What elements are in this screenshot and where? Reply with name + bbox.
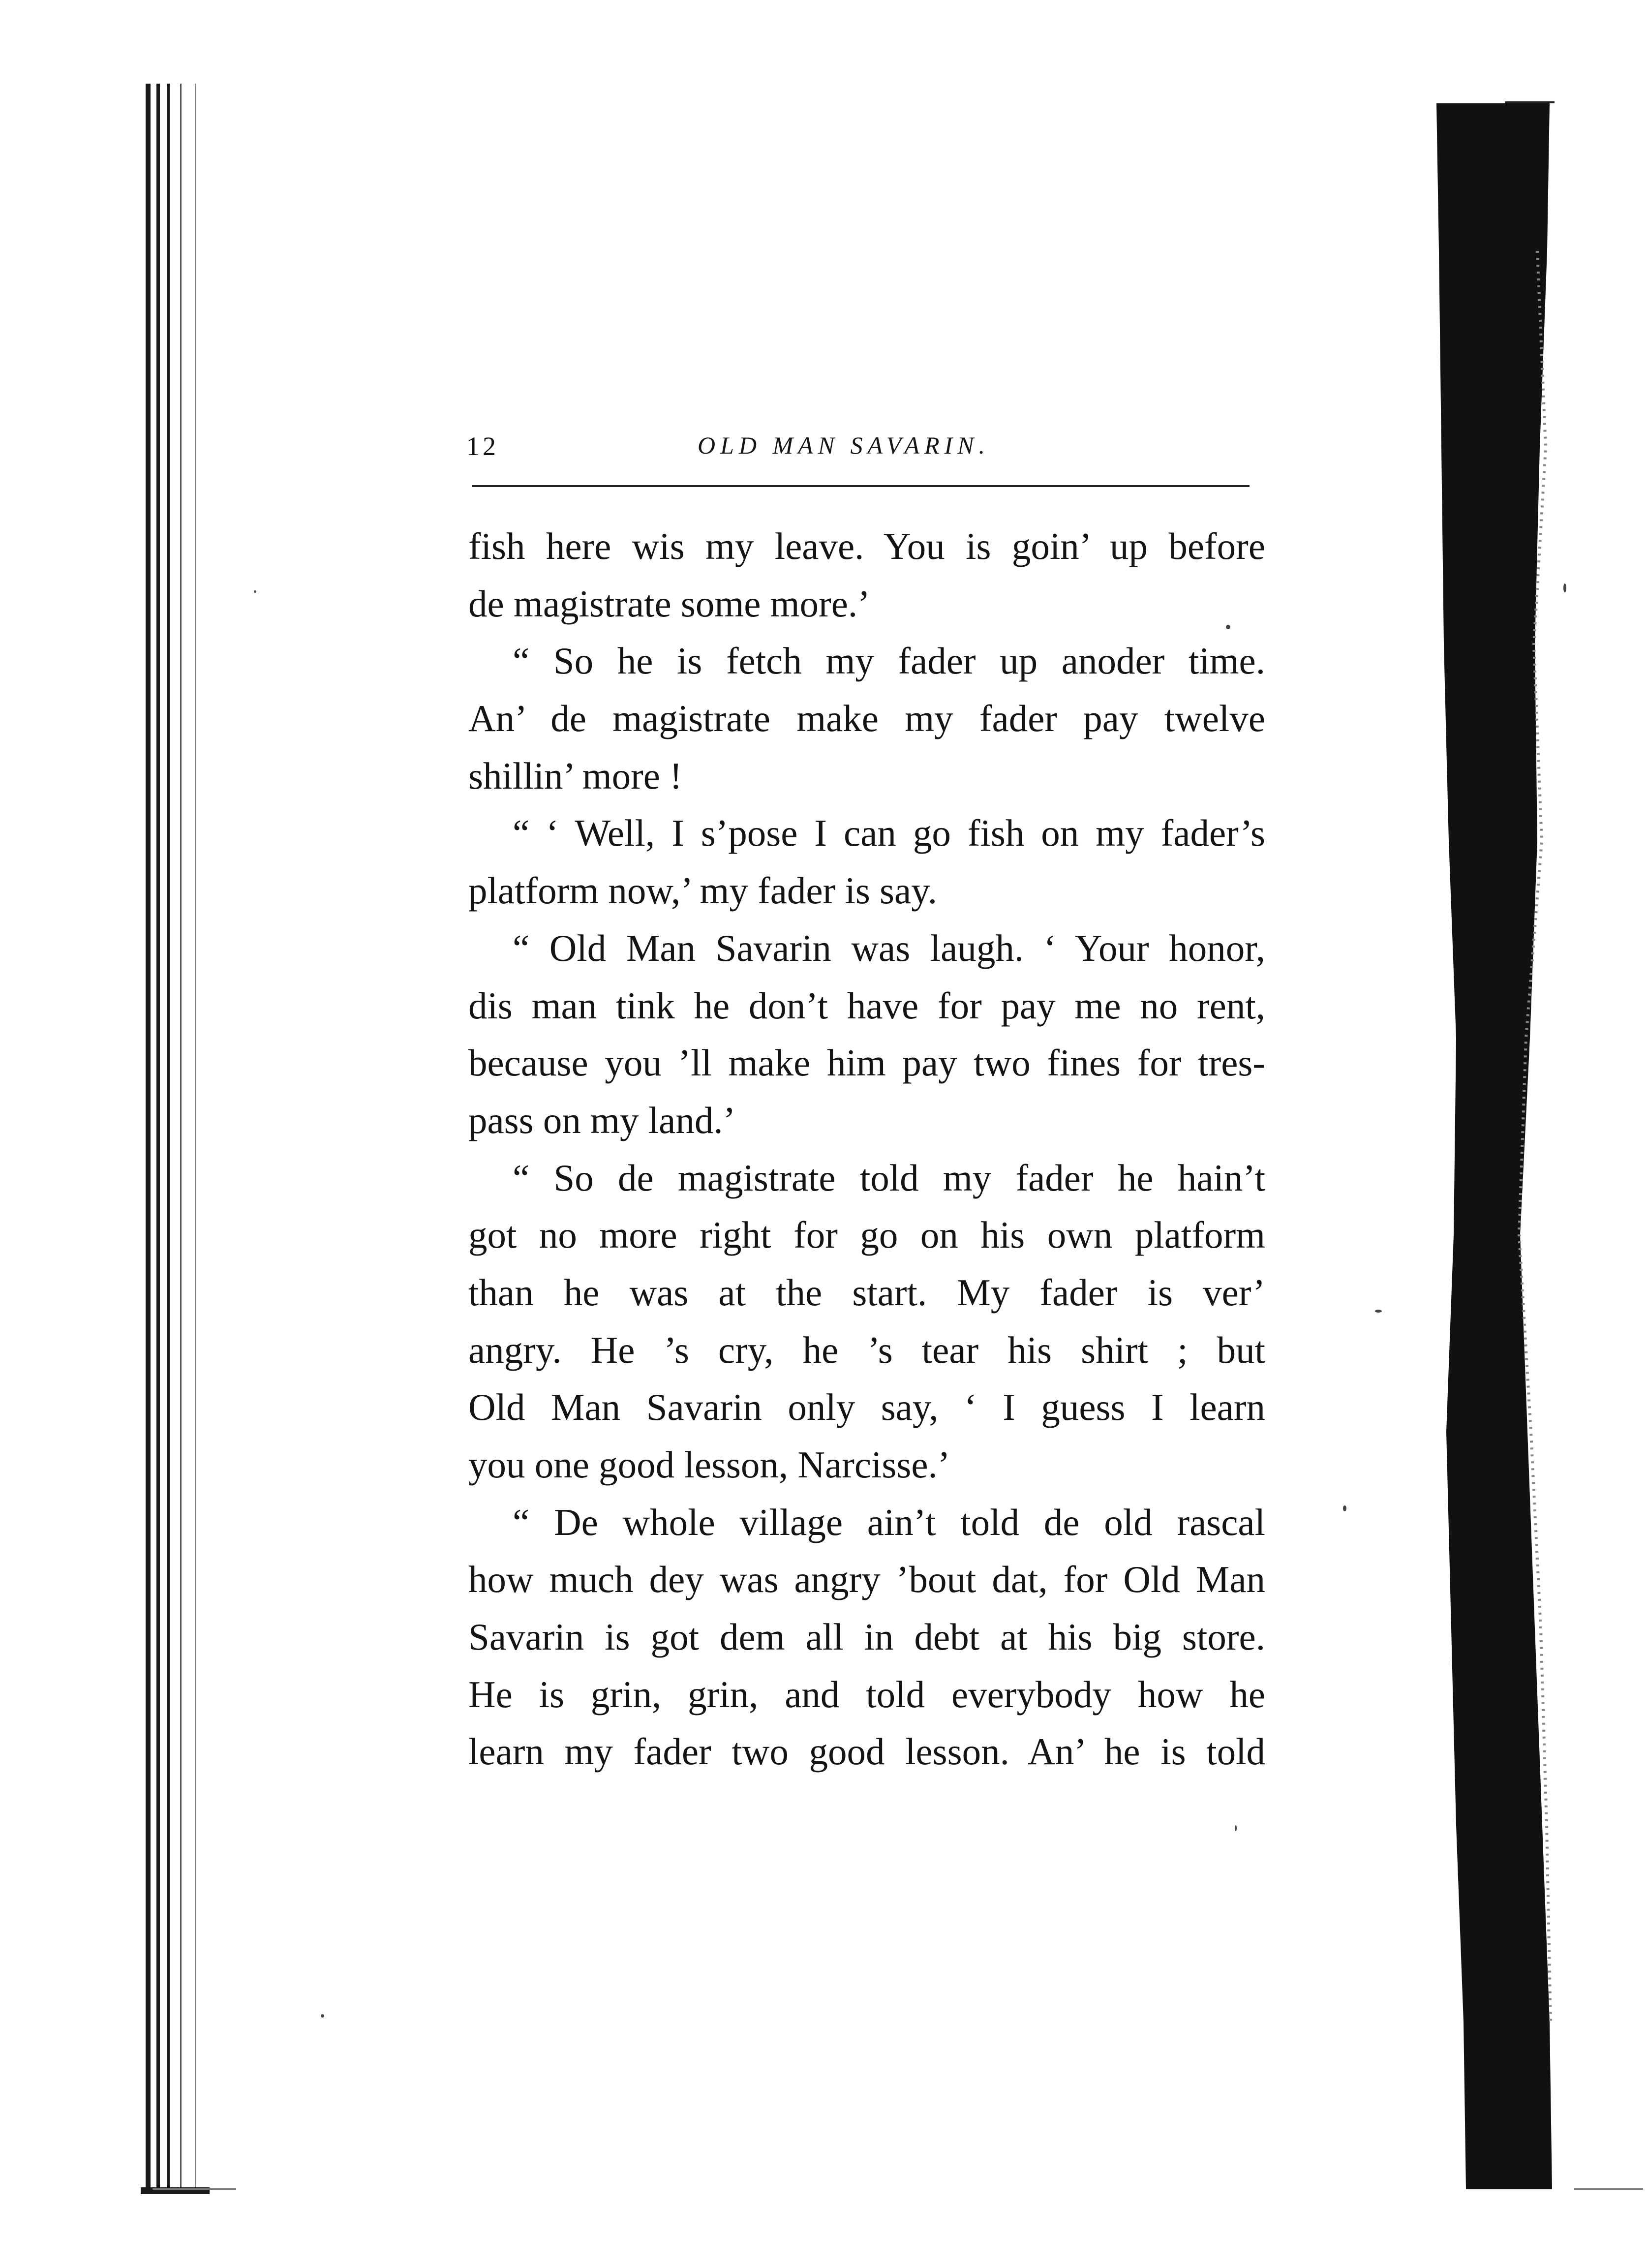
text-line: “ ‘ Well, I s’pose I can go fish on my fader’s	[513, 812, 1265, 855]
running-head	[466, 431, 1273, 465]
scan-speck	[321, 2014, 324, 2018]
text-line: you one good lesson, Narcisse.’	[468, 1443, 950, 1486]
text-line: learn my fader two good lesson. An’ he is told	[468, 1730, 1265, 1773]
text-line: An’ de magistrate make my fader pay twelve	[468, 697, 1265, 740]
page-edge-shadow	[1436, 103, 1564, 2189]
scan-speck	[1375, 1310, 1382, 1313]
text-line: how much dey was angry ’bout dat, for Old Man	[468, 1558, 1265, 1601]
text-line: because you ’ll make him pay two fines for tres-	[468, 1042, 1265, 1084]
binding-edge	[146, 84, 205, 2194]
text-line: platform now,’ my fader is say.	[468, 869, 937, 912]
text-line: got no more right for go on his own platform	[468, 1214, 1265, 1257]
scan-speck	[1343, 1505, 1346, 1511]
scan-speck	[1563, 583, 1566, 592]
text-line: than he was at the start. My fader is ver’	[468, 1271, 1265, 1314]
text-line: Savarin is got dem all in debt at his big store.	[468, 1616, 1265, 1658]
text-line: “ So he is fetch my fader up anoder time.	[513, 640, 1265, 682]
bottom-edge-rule-left	[152, 2188, 236, 2190]
body-text	[468, 518, 1265, 1780]
text-line: angry. He ’s cry, he ’s tear his shirt ; but	[468, 1328, 1265, 1371]
text-line: pass on my land.’	[468, 1099, 736, 1141]
text-line: “ So de magistrate told my fader he hain’t	[513, 1156, 1265, 1199]
scan-speck	[1235, 1825, 1237, 1831]
scan-speck	[1226, 625, 1230, 629]
running-title: OLD MAN SAVARIN.	[698, 431, 990, 459]
text-line: fish here wis my leave. You is goin’ up before	[468, 525, 1265, 567]
text-line: “ De whole village ain’t told de old rascal	[513, 1501, 1265, 1543]
scan-speck	[254, 590, 256, 593]
text-line: de magistrate some more.’	[468, 582, 870, 625]
text-line: Old Man Savarin only say, ‘ I guess I learn	[468, 1386, 1265, 1429]
text-line: shillin’ more !	[468, 754, 682, 797]
text-line: dis man tink he don’t have for pay me no rent,	[468, 984, 1265, 1027]
page-number: 12	[466, 431, 499, 461]
bottom-edge-rule-right	[1574, 2188, 1643, 2190]
text-line: “ Old Man Savarin was laugh. ‘ Your honor,	[513, 926, 1265, 969]
text-line: He is grin, grin, and told everybody how he	[468, 1673, 1265, 1716]
header-rule	[472, 485, 1250, 487]
